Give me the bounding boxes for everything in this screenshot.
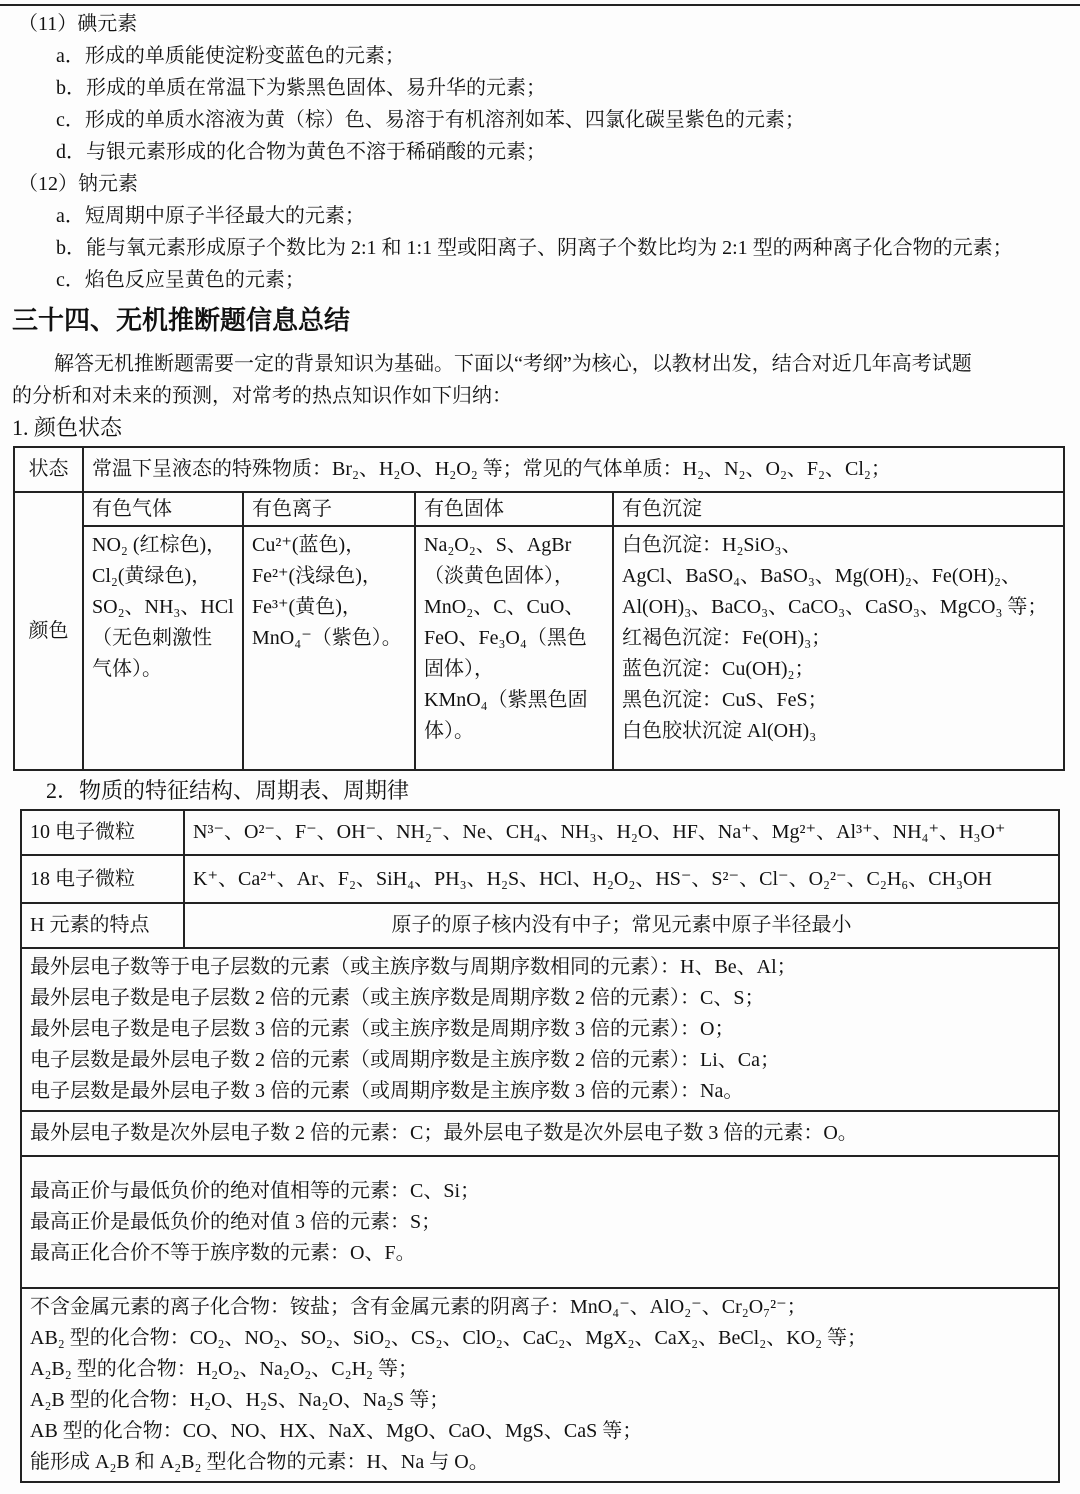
colored-solid-cell [415,526,613,770]
header-colored-precipitate: 有色沉淀 [613,492,1064,526]
row-value-10e: N³⁻、O²⁻、F⁻、OH⁻、NH₂⁻、Ne、CH₄、NH₃、H₂O、HF、Na⁺、Mg²⁺、Al³⁺、NH₄⁺、H₃O⁺ [184,810,1059,855]
compound-types-block [21,1288,1059,1482]
valence-block [21,1156,1059,1288]
block-line: A₂B 型的化合物：H₂O、H₂S、Na₂O、Na₂S 等； [30,1389,450,1411]
block-line: AB₂ 型的化合物：CO₂、NO₂、SO₂、SiO₂、CS₂、ClO₂、CaC₂、MgX₂、CaX₂、BeCl₂、KO₂ 等； [30,1327,868,1349]
row-value-h: 原子的原子核内没有中子；常见元素中原子半径最小 [184,903,1059,948]
state-text: 常温下呈液态的特殊物质：Br₂、H₂O、H₂O₂ 等；常见的气体单质：H₂、N₂、O₂、F₂、Cl₂； [83,447,1064,492]
color-state-table [13,446,1065,771]
header-colored-solid: 有色固体 [415,492,613,526]
list-item: d．与银元素形成的化合物为黄色不溶于稀硝酸的元素； [56,141,546,163]
cell-line: AgCl、BaSO₄、BaSO₃、Mg(OH)₂、Fe(OH)₂、 [622,565,1021,587]
row-label-h: H 元素的特点 [21,903,184,948]
block-line: 最外层电子数是次外层电子数 2 倍的元素：C；最外层电子数是次外层电子数 3 倍的元素：O。 [30,1122,858,1144]
block-line: 最外层电子数等于电子层数的元素（或主族序数与周期序数相同的元素）：H、Be、Al； [30,956,797,978]
cell-line: 白色沉淀：H₂SiO₃、 [622,534,802,556]
color-label: 颜色 [14,492,83,770]
intro-line: 解答无机推断题需要一定的背景知识为基础。下面以“考纲”为核心，以教材出发，结合对近几年高考试题 [54,353,972,375]
structure-table [20,809,1060,1483]
block-line: 电子层数是最外层电子数 3 倍的元素（或周期序数是主族序数 3 倍的元素）：Na。 [30,1080,744,1102]
colored-gas-cell [83,526,243,770]
cell-line: NO₂ (红棕色)， [92,534,227,556]
subheading-structure: 2．物质的特征结构、周期表、周期律 [46,778,410,803]
cell-line: FeO、Fe₃O₄（黑色 [424,627,587,649]
block-line: 最高正化合价不等于族序数的元素：O、F。 [30,1241,416,1264]
subheading-color-state: 1. 颜色状态 [12,415,123,440]
electron-shell-block [21,948,1059,1111]
intro-line: 的分析和对未来的预测，对常考的热点知识作如下归纳： [12,385,512,407]
colored-ion-cell [243,526,415,770]
block-line: 最外层电子数是电子层数 3 倍的元素（或主族序数是周期序数 3 倍的元素）：O； [30,1018,735,1040]
block-line: AB 型的化合物：CO、NO、HX、NaX、MgO、CaO、MgS、CaS 等； [30,1420,643,1442]
cell-line: Cl₂(黄绿色)， [92,565,212,587]
section-12-title: （12）钠元素 [18,173,138,195]
list-item: c．形成的单质水溶液为黄（棕）色、易溶于有机溶剂如苯、四氯化碳呈紫色的元素； [56,109,805,131]
outer-shell-block [21,1111,1059,1156]
list-item: a．形成的单质能使淀粉变蓝色的元素； [56,45,405,67]
section-11-title: （11）碘元素 [18,13,138,35]
list-item: b．能与氧元素形成原子个数比为 2:1 和 1:1 型或阳离子、阴离子个数比均为 2:1 型的两种离子化合物的元素； [56,237,1013,259]
row-label-18e: 18 电子微粒 [21,855,184,903]
list-item: a．短周期中原子半径最大的元素； [56,205,365,227]
list-item: c．焰色反应呈黄色的元素； [56,269,305,291]
block-line: 最高正价与最低负价的绝对值相等的元素：C、Si； [30,1179,481,1202]
cell-line: Cu²⁺(蓝色)， [252,534,366,556]
cell-line: 红褐色沉淀：Fe(OH)₃； [622,627,832,649]
colored-precipitate-cell [613,526,1064,770]
cell-line: 气体）。 [92,658,162,680]
list-item: b．形成的单质在常温下为紫黑色固体、易升华的元素； [56,77,546,99]
cell-line: Fe³⁺(黄色)， [252,596,362,618]
cell-line: SO₂、NH₃、HCl [92,596,234,618]
cell-line: 白色胶状沉淀 Al(OH)₃ [622,720,817,742]
block-line: 最外层电子数是电子层数 2 倍的元素（或主族序数是周期序数 2 倍的元素）：C、S； [30,987,765,1009]
block-line: 不含金属元素的离子化合物：铵盐；含有金属元素的阴离子：MnO₄⁻、AlO₂⁻、Cr₂O₇²⁻； [30,1296,807,1318]
section-heading: 三十四、无机推断题信息总结 [12,306,351,336]
row-label-10e: 10 电子微粒 [21,810,184,855]
state-label: 状态 [14,447,83,492]
cell-line: （无色刺激性 [92,627,212,649]
cell-line: 体）。 [424,720,474,742]
cell-line: （淡黄色固体）， [424,565,574,587]
block-line: 最高正价是最低负价的绝对值 3 倍的元素：S； [30,1210,442,1233]
block-line: 能形成 A₂B 和 A₂B₂ 型化合物的元素：H、Na 与 O。 [30,1451,489,1473]
cell-line: 固体）， [424,658,494,680]
cell-line: MnO₄⁻（紫色）。 [252,627,402,649]
cell-line: 黑色沉淀：CuS、FeS； [622,689,828,711]
cell-line: KMnO₄（紫黑色固 [424,689,588,711]
cell-line: Al(OH)₃、BaCO₃、CaCO₃、CaSO₃、MgCO₃ 等； [622,596,1048,618]
cell-line: 蓝色沉淀：Cu(OH)₂； [622,658,815,680]
cell-line: Fe²⁺(浅绿色)， [252,565,382,587]
block-line: A₂B₂ 型的化合物：H₂O₂、Na₂O₂、C₂H₂ 等； [30,1358,418,1380]
block-line: 电子层数是最外层电子数 2 倍的元素（或周期序数是主族序数 2 倍的元素）：Li、Ca； [30,1049,780,1071]
header-colored-gas: 有色气体 [83,492,243,526]
cell-line: MnO₂、C、CuO、 [424,596,585,618]
cell-line: Na₂O₂、S、AgBr [424,534,572,556]
top-rule [0,4,1080,6]
header-colored-ion: 有色离子 [243,492,415,526]
row-value-18e: K⁺、Ca²⁺、Ar、F₂、SiH₄、PH₃、H₂S、HCl、H₂O₂、HS⁻、S²⁻、Cl⁻、O₂²⁻、C₂H₆、CH₃OH [184,855,1059,903]
